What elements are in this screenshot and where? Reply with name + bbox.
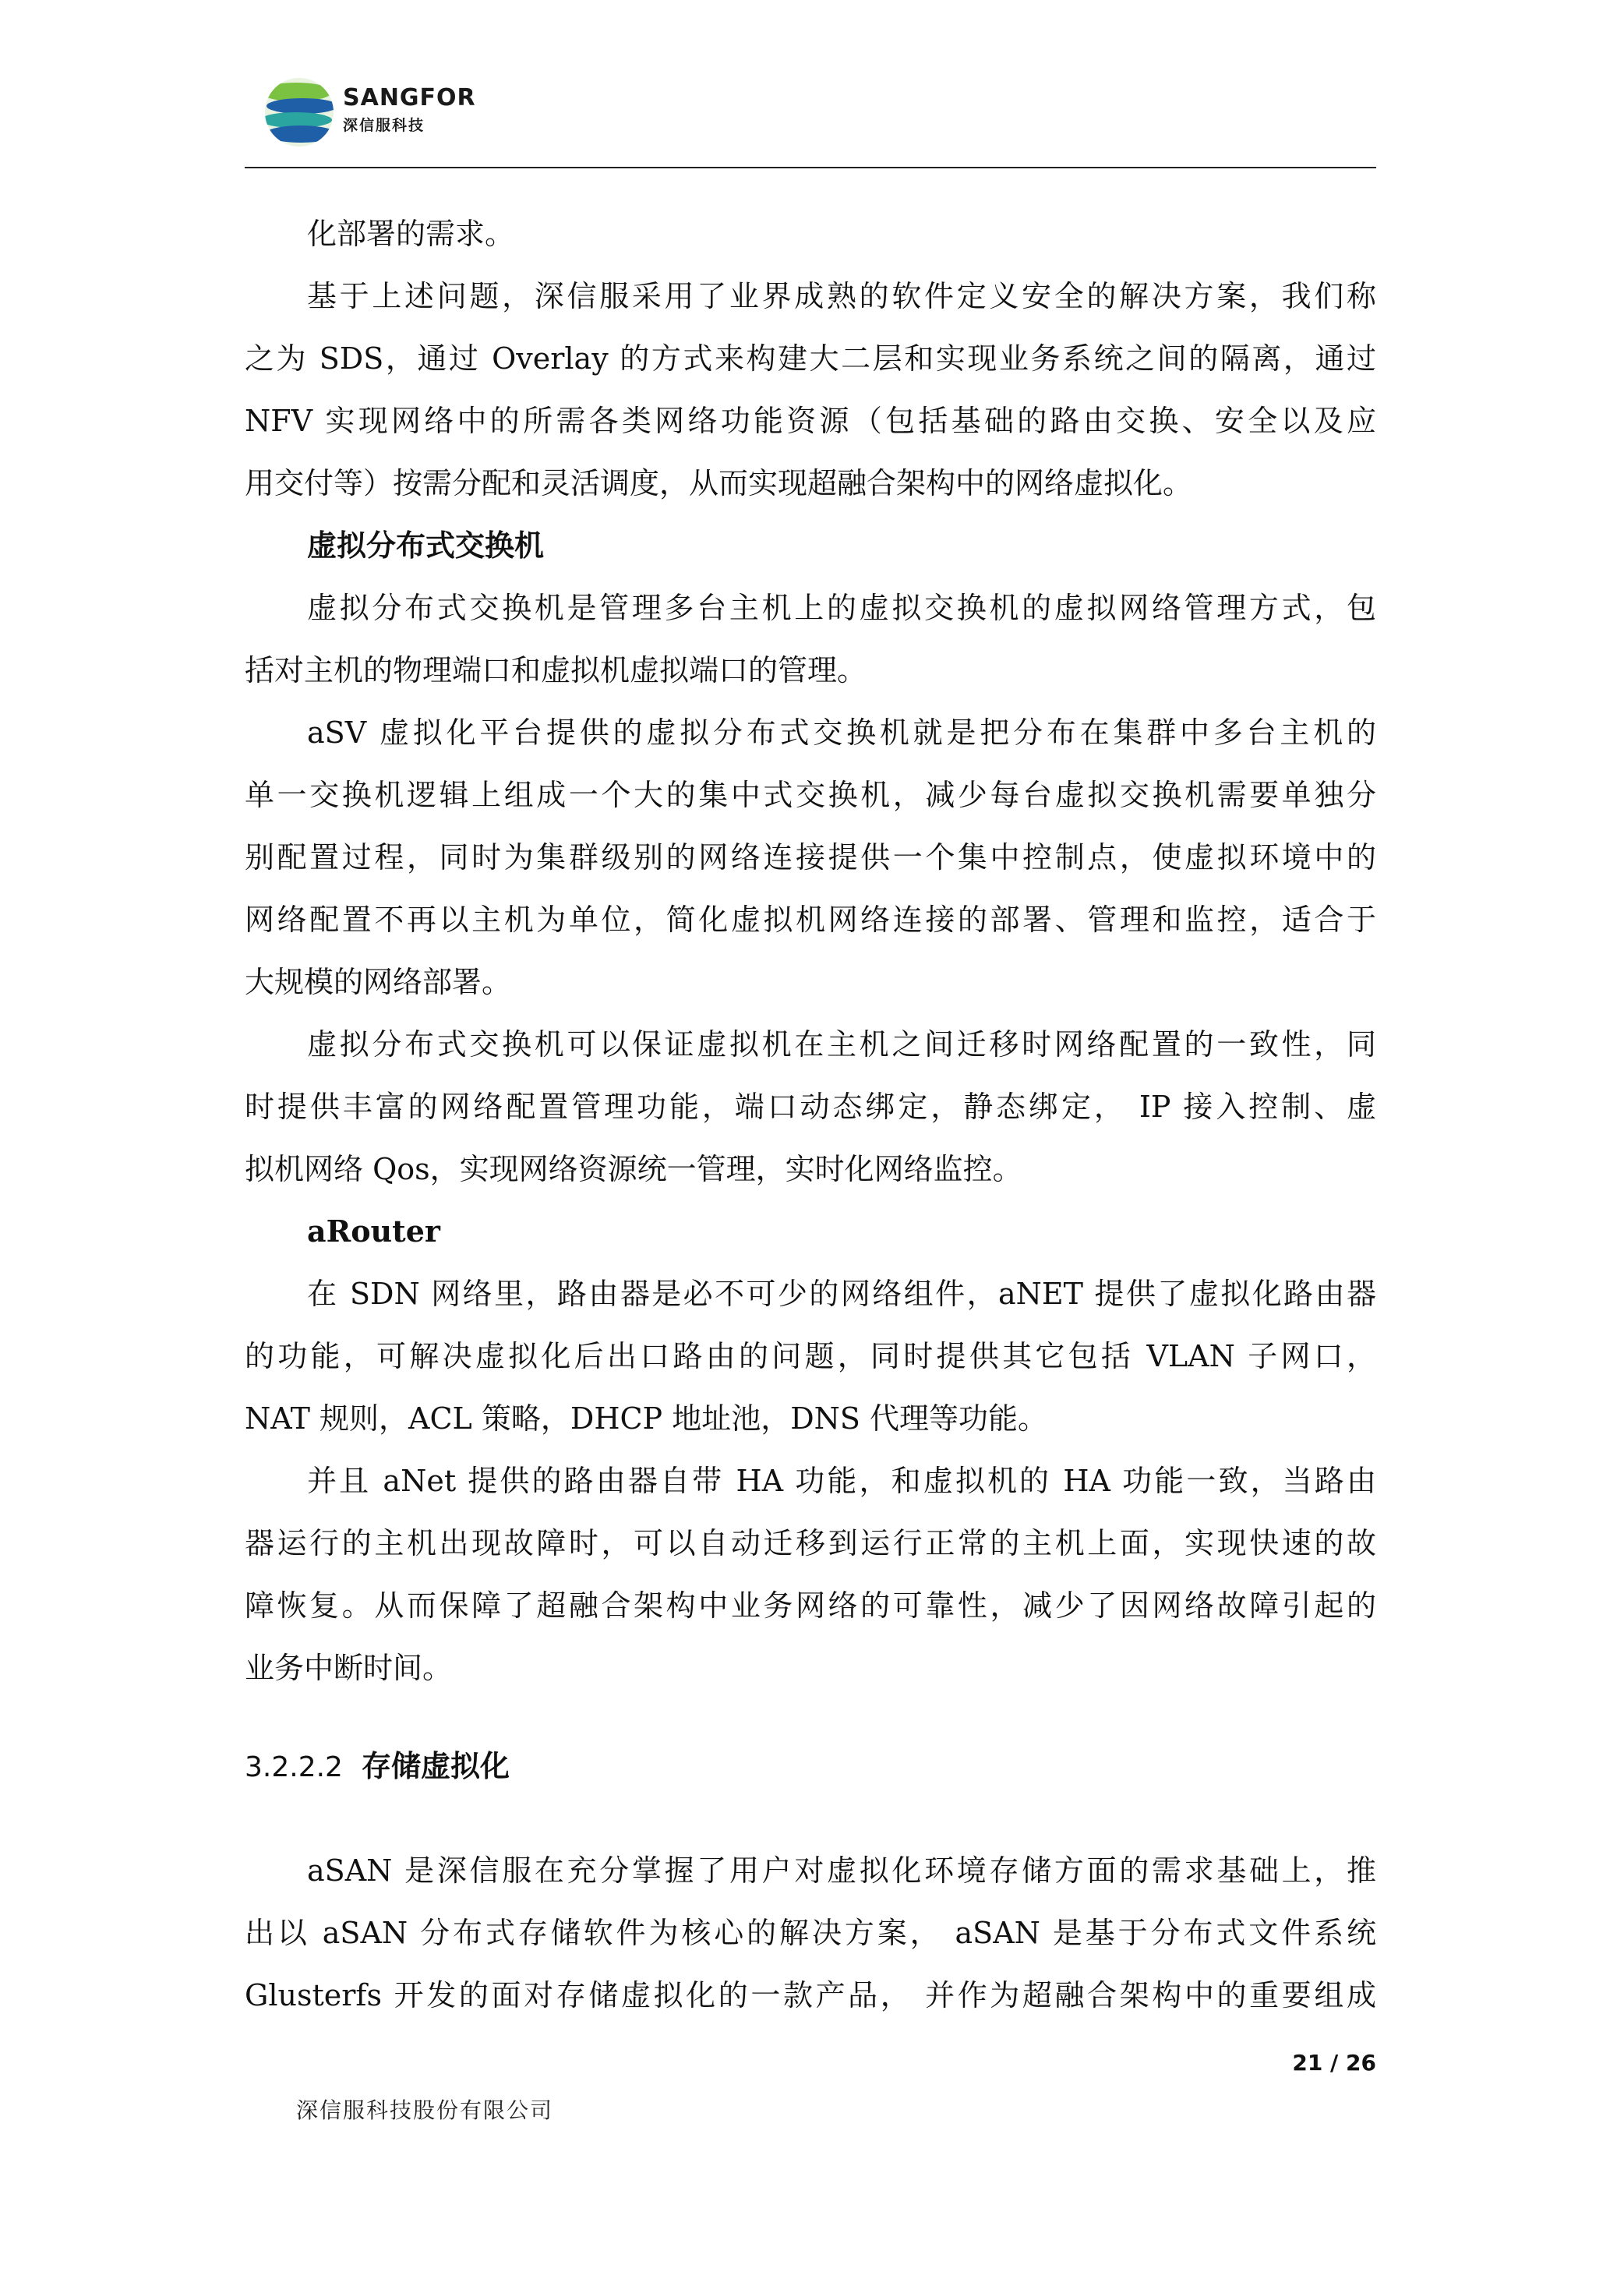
text-line: 业务中断时间。 — [245, 1651, 453, 1685]
text-line: 大规模的网络部署。 — [245, 965, 512, 999]
text-line: 出以 aSAN 分布式存储软件为核心的解决方案， aSAN 是基于分布式文件系统 — [245, 1916, 1376, 1950]
text-line: 并且 aNet 提供的路由器自带 HA 功能，和虚拟机的 HA 功能一致，当路由 — [307, 1464, 1376, 1498]
text-line: 拟机网络 Qos，实现网络资源统一管理，实时化网络监控。 — [245, 1152, 1022, 1186]
brand-name-cn: 深信服科技 — [343, 117, 425, 134]
text-line: 括对主机的物理端口和虚拟机虚拟端口的管理。 — [245, 653, 867, 687]
text-line: 基于上述问题，深信服采用了业界成熟的软件定义安全的解决方案，我们称 — [307, 279, 1376, 313]
section-heading — [245, 1735, 510, 1797]
subheading-arouter: aRouter — [307, 1214, 440, 1249]
sangfor-logo-icon — [262, 75, 337, 150]
page-header — [0, 0, 1624, 171]
text-line: 用交付等）按需分配和灵活调度，从而实现超融合架构中的网络虚拟化。 — [245, 466, 1193, 500]
text-line: 障恢复。从而保障了超融合架构中业务网络的可靠性，减少了因网络故障引起的 — [245, 1588, 1376, 1623]
text-line: 之为 SDS，通过 Overlay 的方式来构建大二层和实现业务系统之间的隔离，通过 — [245, 341, 1376, 376]
footer-company: 深信服科技股份有限公司 — [296, 2097, 554, 2123]
header-divider — [245, 167, 1376, 168]
text-line: 器运行的主机出现故障时，可以自动迁移到运行正常的主机上面，实现快速的故 — [245, 1526, 1376, 1560]
subheading-virtual-switch: 虚拟分布式交换机 — [307, 528, 545, 563]
text-line: 虚拟分布式交换机可以保证虚拟机在主机之间迁移时网络配置的一致性，同 — [307, 1027, 1376, 1062]
section-title: 存储虚拟化 — [361, 1749, 510, 1783]
text-line: 的功能，可解决虚拟化后出口路由的问题，同时提供其它包括 VLAN 子网口， — [245, 1339, 1376, 1373]
text-line: 虚拟分布式交换机是管理多台主机上的虚拟交换机的虚拟网络管理方式，包 — [307, 591, 1376, 625]
text-line: 网络配置不再以主机为单位，简化虚拟机网络连接的部署、管理和监控，适合于 — [245, 903, 1376, 937]
text-line: 别配置过程，同时为集群级别的网络连接提供一个集中控制点，使虚拟环境中的 — [245, 840, 1376, 874]
text-line: Glusterfs 开发的面对存储虚拟化的一款产品， 并作为超融合架构中的重要组成 — [245, 1978, 1376, 2012]
text-line: 单一交换机逻辑上组成一个大的集中式交换机，减少每台虚拟交换机需要单独分 — [245, 778, 1376, 812]
text-line: aSV 虚拟化平台提供的虚拟分布式交换机就是把分布在集群中多台主机的 — [307, 716, 1376, 750]
page-number: 21 / 26 — [1292, 2050, 1376, 2076]
text-line: NAT 规则，ACL 策略，DHCP 地址池，DNS 代理等功能。 — [245, 1401, 1048, 1436]
text-line: 时提供丰富的网络配置管理功能，端口动态绑定，静态绑定， IP 接入控制、虚 — [245, 1090, 1376, 1124]
text-line: NFV 实现网络中的所需各类网络功能资源（包括基础的路由交换、安全以及应 — [245, 404, 1376, 438]
brand-name: SANGFOR — [343, 84, 476, 111]
text-line: 化部署的需求。 — [307, 217, 515, 251]
text-line: 在 SDN 网络里，路由器是必不可少的网络组件，aNET 提供了虚拟化路由器 — [307, 1277, 1376, 1311]
text-line: aSAN 是深信服在充分掌握了用户对虚拟化环境存储方面的需求基础上，推 — [307, 1853, 1376, 1888]
section-number: 3.2.2.2 — [245, 1751, 343, 1783]
